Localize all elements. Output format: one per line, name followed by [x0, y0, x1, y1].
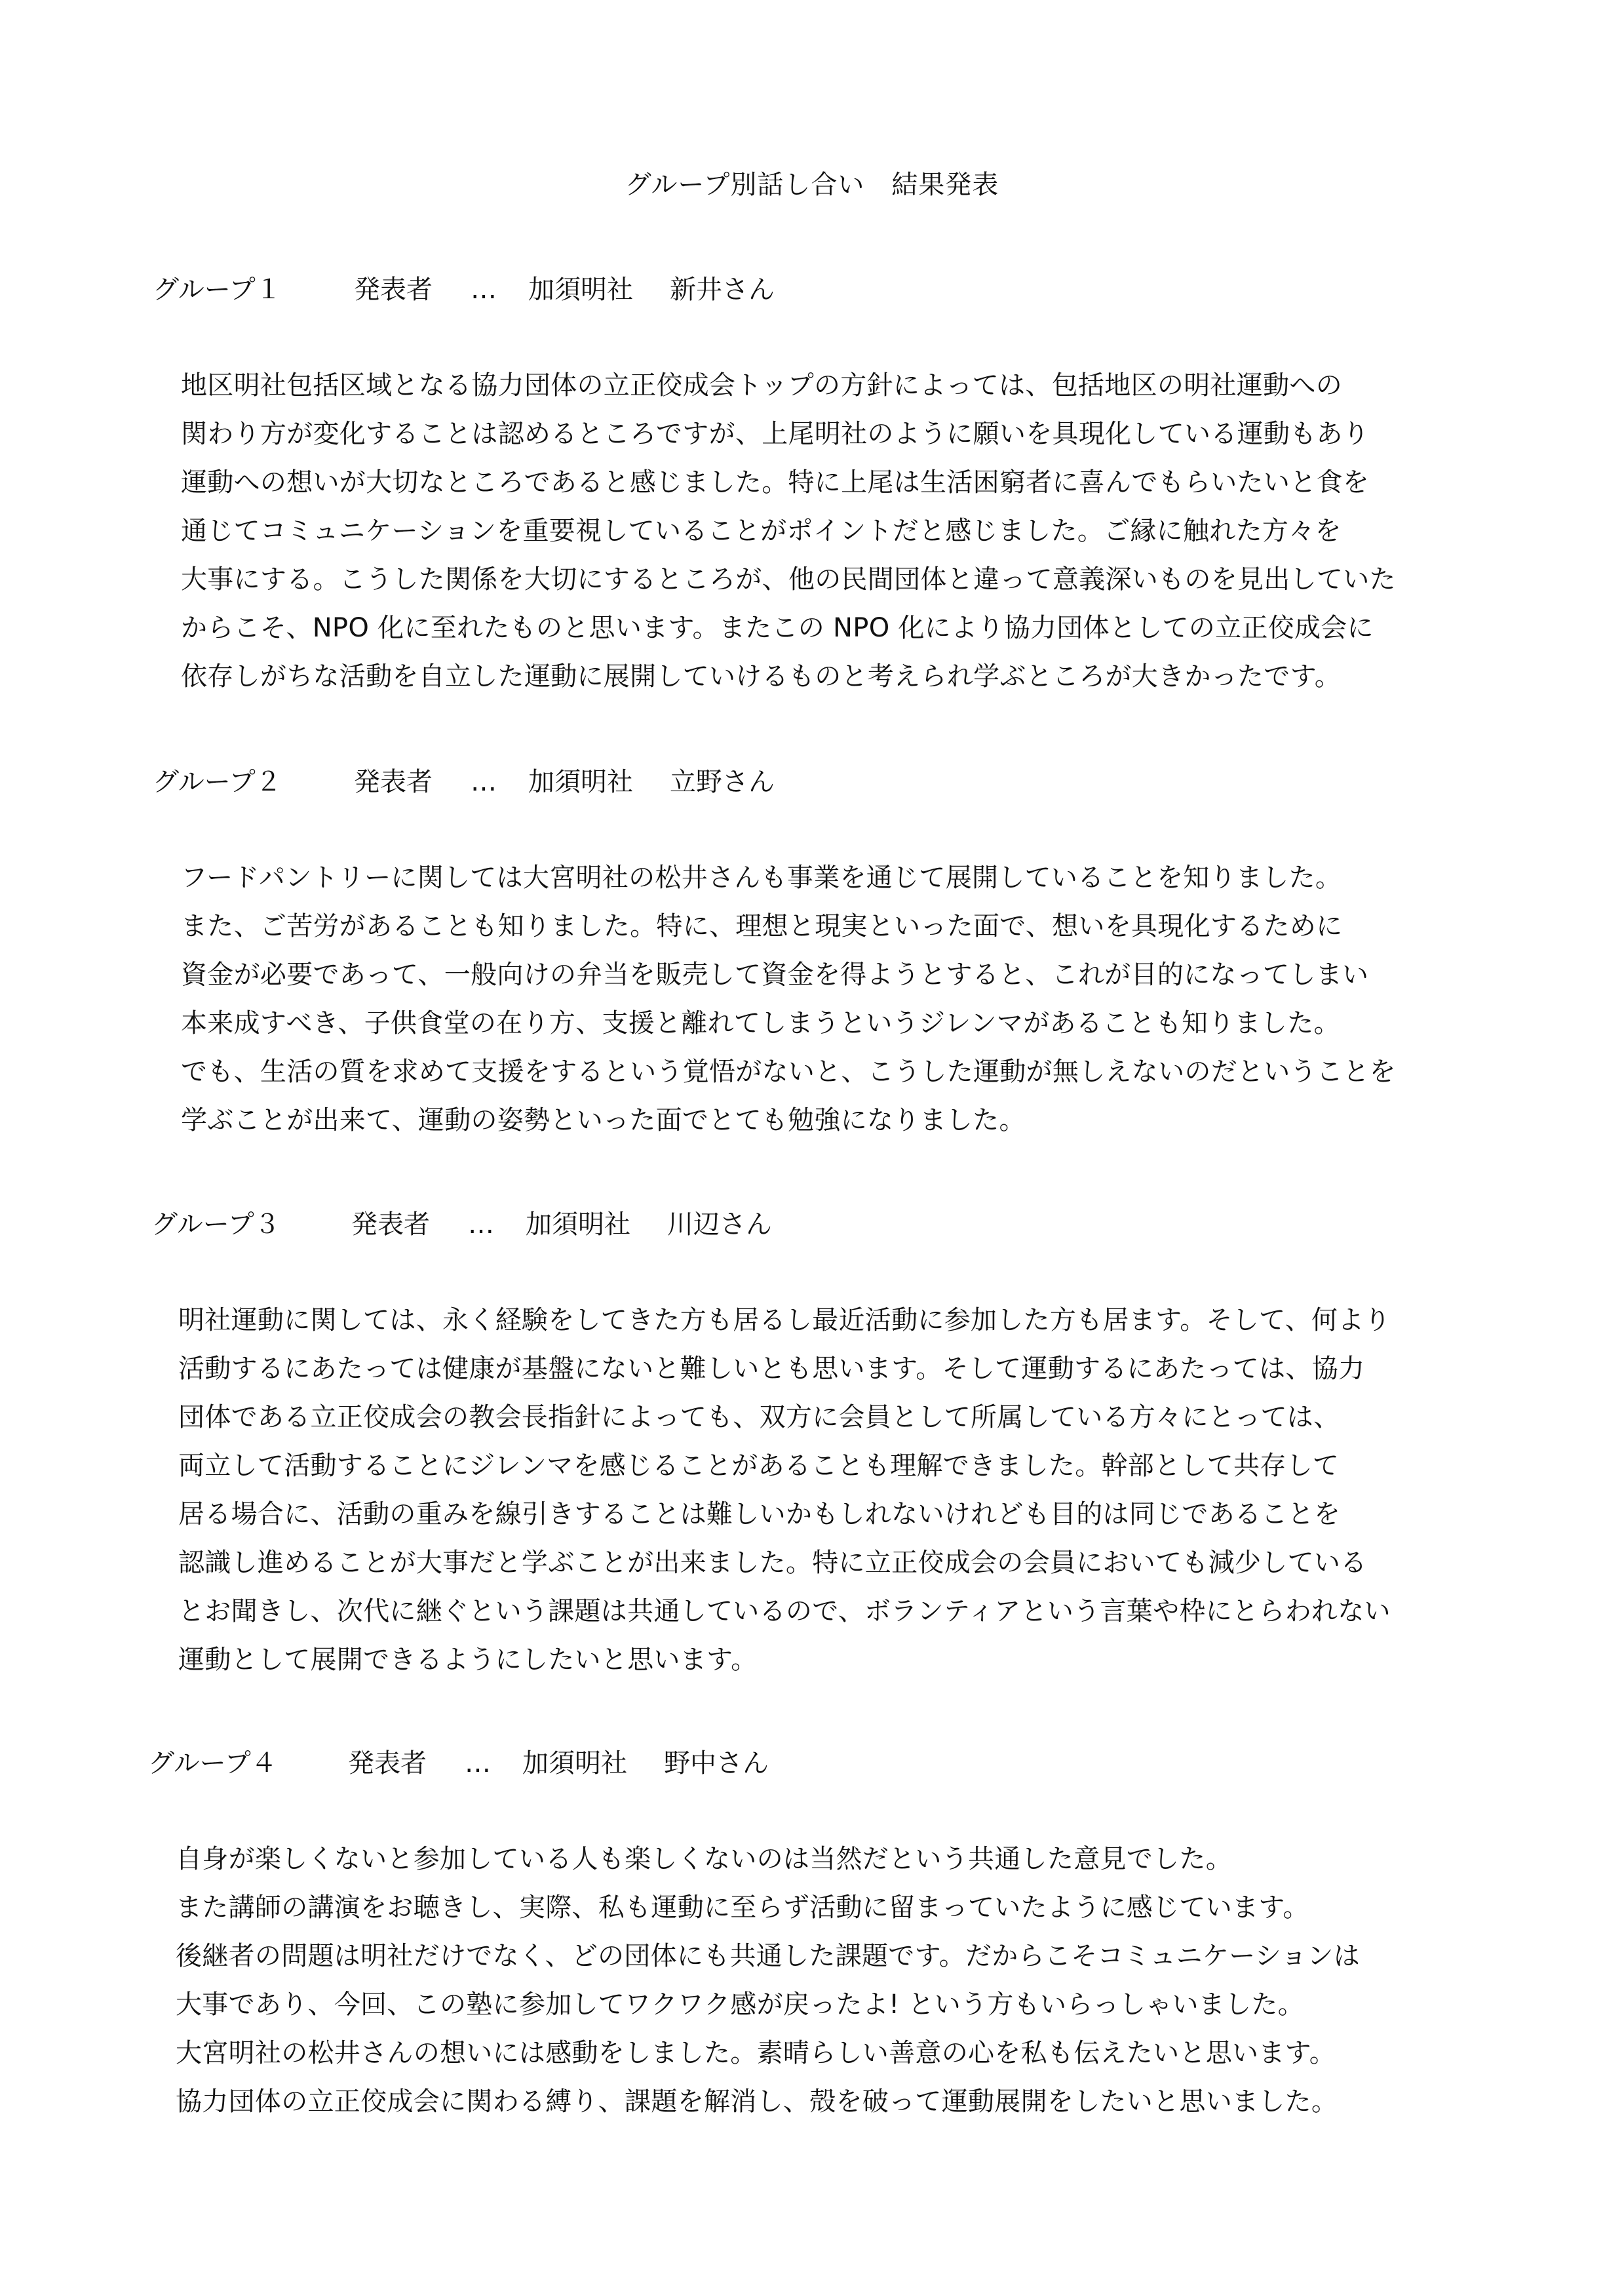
paragraph-line: 資金が必要であって、一般向けの弁当を販売して資金を得ようとすると、これが目的になってしまい — [181, 960, 1369, 990]
paragraph-line: 居る場合に、活動の重みを線引きすることは難しいかもしれないけれども目的は同じであることを — [178, 1499, 1341, 1529]
paragraph-line: 関わり方が変化することは認めるところですが、上尾明社のように願いを具現化している運動もあり — [181, 419, 1370, 449]
separator: … — [465, 1748, 491, 1778]
paragraph-line: 大事にする。こうした関係を大切にするところが、他の民間団体と違って意義深いものを見出していた — [181, 564, 1396, 595]
separator: … — [471, 767, 497, 797]
paragraph-line: フードパントリーに関しては大宮明社の松井さんも事業を通じて展開していることを知りました。 — [181, 863, 1342, 893]
presenter-label: 発表者 — [348, 1748, 427, 1778]
paragraph-line: 協力団体の立正佼成会に関わる縛り、課題を解消し、殻を破って運動展開をしたいと思いました。 — [176, 2087, 1338, 2117]
presenter-name: 新井さん — [670, 275, 775, 305]
paragraph-line: 通じてコミュニケーションを重要視していることがポイントだと感じました。ご縁に触れた方々を — [181, 516, 1342, 546]
paragraph-line: 後継者の問題は明社だけでなく、どの団体にも共通した課題です。だからこそコミュニケーションは — [176, 1941, 1361, 1971]
paragraph-line: 運動として展開できるようにしたいと思います。 — [178, 1645, 758, 1675]
presenter-name: 立野さん — [670, 767, 775, 797]
branch-name: 加須明社 — [522, 1748, 627, 1778]
paragraph-line: 自身が楽しくないと参加している人も楽しくないのは当然だという共通した意見でした。 — [176, 1844, 1232, 1874]
paragraph-line: 活動するにあたっては健康が基盤にないと難しいとも思います。そして運動するにあたっては、協力 — [178, 1354, 1365, 1384]
presenter-name: 川辺さん — [667, 1209, 772, 1240]
paragraph-line: 運動への想いが大切なところであると感じました。特に上尾は生活困窮者に喜んでもらいたいと食を — [181, 467, 1370, 498]
paragraph-line: とお聞きし、次代に継ぐという課題は共通しているので、ボランティアという言葉や枠にとらわれない — [178, 1596, 1391, 1626]
branch-name: 加須明社 — [526, 1209, 630, 1240]
document-title: グループ別話し合い 結果発表 — [625, 170, 999, 200]
paragraph-line: 本来成すべき、子供食堂の在り方、支援と離れてしまうというジレンマがあることも知りました。 — [181, 1008, 1340, 1038]
group-label: グループ３ — [151, 1209, 280, 1240]
paragraph-line: 大宮明社の松井さんの想いには感動をしました。素晴らしい善意の心を私も伝えたいと思います。 — [176, 2038, 1336, 2068]
paragraph-line: 団体である立正佼成会の教会長指針によっても、双方に会員として所属している方々にとっては、 — [178, 1402, 1340, 1432]
paragraph-line: からこそ、NPO 化に至れたものと思います。またこの NPO 化により協力団体としての立正佼成会に — [181, 613, 1374, 643]
separator: … — [471, 275, 497, 305]
paragraph-line: 学ぶことが出来て、運動の姿勢といった面でとても勉強になりました。 — [181, 1105, 1026, 1135]
paragraph-line: 両立して活動することにジレンマを感じることがあることも理解できました。幹部として共存して — [178, 1451, 1340, 1481]
paragraph-line: 明社運動に関しては、永く経験をしてきた方も居るし最近活動に参加した方も居ます。そして、何より — [178, 1305, 1391, 1335]
paragraph-line: 大事であり、今回、この塾に参加してワクワク感が戻ったよ! という方もいらっしゃいました。 — [176, 1990, 1304, 2020]
group-label: グループ２ — [153, 767, 282, 797]
paragraph-line: 地区明社包括区域となる協力団体の立正佼成会トップの方針によっては、包括地区の明社運動への — [181, 370, 1342, 401]
group-label: グループ４ — [148, 1748, 277, 1778]
paragraph-line: でも、生活の質を求めて支援をするという覚悟がないと、こうした運動が無しえないのだということを — [181, 1057, 1396, 1087]
group-label: グループ１ — [153, 275, 282, 305]
paragraph-line: また、ご苦労があることも知りました。特に、理想と現実といった面で、想いを具現化するために — [181, 911, 1343, 941]
branch-name: 加須明社 — [528, 767, 633, 797]
branch-name: 加須明社 — [528, 275, 633, 305]
presenter-label: 発表者 — [351, 1209, 430, 1240]
presenter-label: 発表者 — [354, 767, 433, 797]
presenter-label: 発表者 — [354, 275, 433, 305]
paragraph-line: 依存しがちな活動を自立した運動に展開していけるものと考えられ学ぶところが大きかったです。 — [181, 661, 1341, 692]
separator: … — [468, 1209, 494, 1240]
paragraph-line: 認識し進めることが大事だと学ぶことが出来ました。特に立正佼成会の会員においても減少している — [178, 1548, 1367, 1578]
paragraph-line: また講師の講演をお聴きし、実際、私も運動に至らず活動に留まっていたように感じています。 — [176, 1893, 1309, 1923]
presenter-name: 野中さん — [664, 1748, 769, 1778]
